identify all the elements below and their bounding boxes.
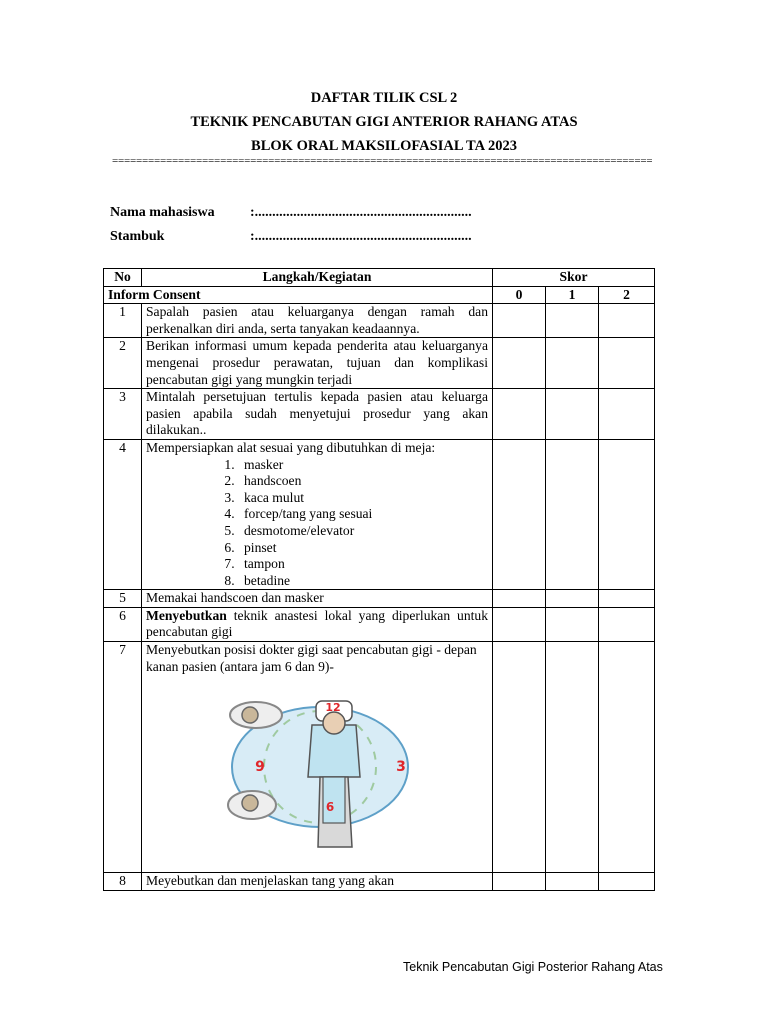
score-cell[interactable] xyxy=(546,338,599,389)
row-no: 3 xyxy=(104,389,142,440)
row-no: 1 xyxy=(104,304,142,338)
stambuk-label: Stambuk xyxy=(110,229,165,244)
name-label: Nama mahasiswa xyxy=(110,205,215,220)
clock-12: 12 xyxy=(325,701,341,715)
score-cell[interactable] xyxy=(599,304,655,338)
score-cell[interactable] xyxy=(493,590,546,608)
row-text: Berikan informasi umum kepada penderita atau keluarganya mengenai prosedur perawatan, tujuan dan komplikasi pencabutan gigi yang mungkin terjadi xyxy=(142,338,493,389)
table-row xyxy=(104,338,655,389)
row-text: Menyebutkan posisi dokter gigi saat pencabutan gigi - depan kanan pasien (antara jam 6 dan 9)- xyxy=(146,642,477,674)
dentist-position-diagram xyxy=(220,697,410,855)
stambuk-field xyxy=(110,229,472,245)
score-cell[interactable] xyxy=(599,590,655,608)
score-cell[interactable] xyxy=(599,642,655,873)
col-activity: Langkah/Kegiatan xyxy=(142,269,493,287)
title-line-2: TEKNIK PENCABUTAN GIGI ANTERIOR RAHANG ATAS xyxy=(190,114,578,130)
tool-item: 3. kaca mulut xyxy=(238,490,488,507)
row-text: Sapalah pasien atau keluarganya dengan ramah dan perkenalkan diri anda, serta tanyakan keadaannya. xyxy=(142,304,493,338)
score-cell[interactable] xyxy=(599,873,655,891)
row-no: 8 xyxy=(104,873,142,891)
score-cell[interactable] xyxy=(493,607,546,641)
title-line-1: DAFTAR TILIK CSL 2 xyxy=(310,90,458,106)
row-text-wrap xyxy=(142,607,493,641)
row-text-figure xyxy=(142,642,493,873)
score-cell[interactable] xyxy=(599,389,655,440)
score-0-header: 0 xyxy=(493,286,546,304)
score-cell[interactable] xyxy=(546,590,599,608)
dentist-bottom-icon xyxy=(228,791,276,819)
clock-3: 3 xyxy=(396,759,406,776)
tool-item: 5. desmotome/elevator xyxy=(238,523,488,540)
row-text: Memakai handscoen dan masker xyxy=(142,590,493,608)
tool-item: 7. tampon xyxy=(238,556,488,573)
row-text: Mintalah persetujuan tertulis kepada pasien atau keluarga pasien apabila sudah menyetujui prosedur yang akan dilakukan.. xyxy=(142,389,493,440)
row-text-bold: Menyebutkan xyxy=(146,607,227,623)
score-cell[interactable] xyxy=(493,439,546,589)
score-cell[interactable] xyxy=(599,607,655,641)
tool-item: 4. forcep/tang yang sesuai xyxy=(238,506,488,523)
score-1-header: 1 xyxy=(546,286,599,304)
tool-item: 2. handscoen xyxy=(238,473,488,490)
score-cell[interactable] xyxy=(546,389,599,440)
row-text: Meyebutkan dan menjelaskan tang yang akan xyxy=(142,873,493,891)
header-row xyxy=(104,269,655,287)
title-line-3: BLOK ORAL MAKSILOFASIAL TA 2023 xyxy=(251,138,517,154)
score-cell[interactable] xyxy=(546,439,599,589)
score-cell[interactable] xyxy=(493,338,546,389)
row-text: Mempersiapkan alat sesuai yang dibutuhkan di meja: xyxy=(146,439,436,455)
score-cell[interactable] xyxy=(493,642,546,873)
tool-item: 8. betadine xyxy=(238,573,488,590)
score-cell[interactable] xyxy=(493,873,546,891)
score-cell[interactable] xyxy=(599,338,655,389)
table-row xyxy=(104,642,655,873)
score-cell[interactable] xyxy=(599,439,655,589)
row-no: 6 xyxy=(104,607,142,641)
tool-item: 6. pinset xyxy=(238,540,488,557)
row-text: teknik anastesi lokal yang diperlukan untuk pencabutan gigi xyxy=(146,607,488,640)
table-row xyxy=(104,304,655,338)
table-row xyxy=(104,439,655,589)
table-row xyxy=(104,389,655,440)
score-cell[interactable] xyxy=(493,389,546,440)
section-title: Inform Consent xyxy=(104,286,493,304)
score-cell[interactable] xyxy=(493,304,546,338)
clock-9: 9 xyxy=(255,759,265,776)
checklist-table xyxy=(103,268,655,891)
table-row xyxy=(104,873,655,891)
row-no: 5 xyxy=(104,590,142,608)
tools-list xyxy=(146,457,488,590)
table-row xyxy=(104,590,655,608)
col-score: Skor xyxy=(493,269,655,287)
page-footer: Teknik Pencabutan Gigi Posterior Rahang Atas xyxy=(403,960,663,974)
score-cell[interactable] xyxy=(546,304,599,338)
tool-item: 1. masker xyxy=(238,457,488,474)
table-row xyxy=(104,607,655,641)
name-field xyxy=(110,205,472,221)
row-no: 4 xyxy=(104,439,142,589)
clock-6: 6 xyxy=(325,800,335,815)
col-no: No xyxy=(104,269,142,287)
score-cell[interactable] xyxy=(546,607,599,641)
score-cell[interactable] xyxy=(546,873,599,891)
stambuk-value: :.............................................................. xyxy=(250,229,472,244)
separator-line: ========================================================================================== xyxy=(112,155,652,167)
name-value: :.............................................................. xyxy=(250,205,472,220)
dentist-top-icon xyxy=(230,702,282,728)
row-no: 2 xyxy=(104,338,142,389)
section-row xyxy=(104,286,655,304)
score-2-header: 2 xyxy=(599,286,655,304)
row-no: 7 xyxy=(104,642,142,873)
row-text-tools xyxy=(142,439,493,589)
score-cell[interactable] xyxy=(546,642,599,873)
document-header xyxy=(0,86,768,158)
